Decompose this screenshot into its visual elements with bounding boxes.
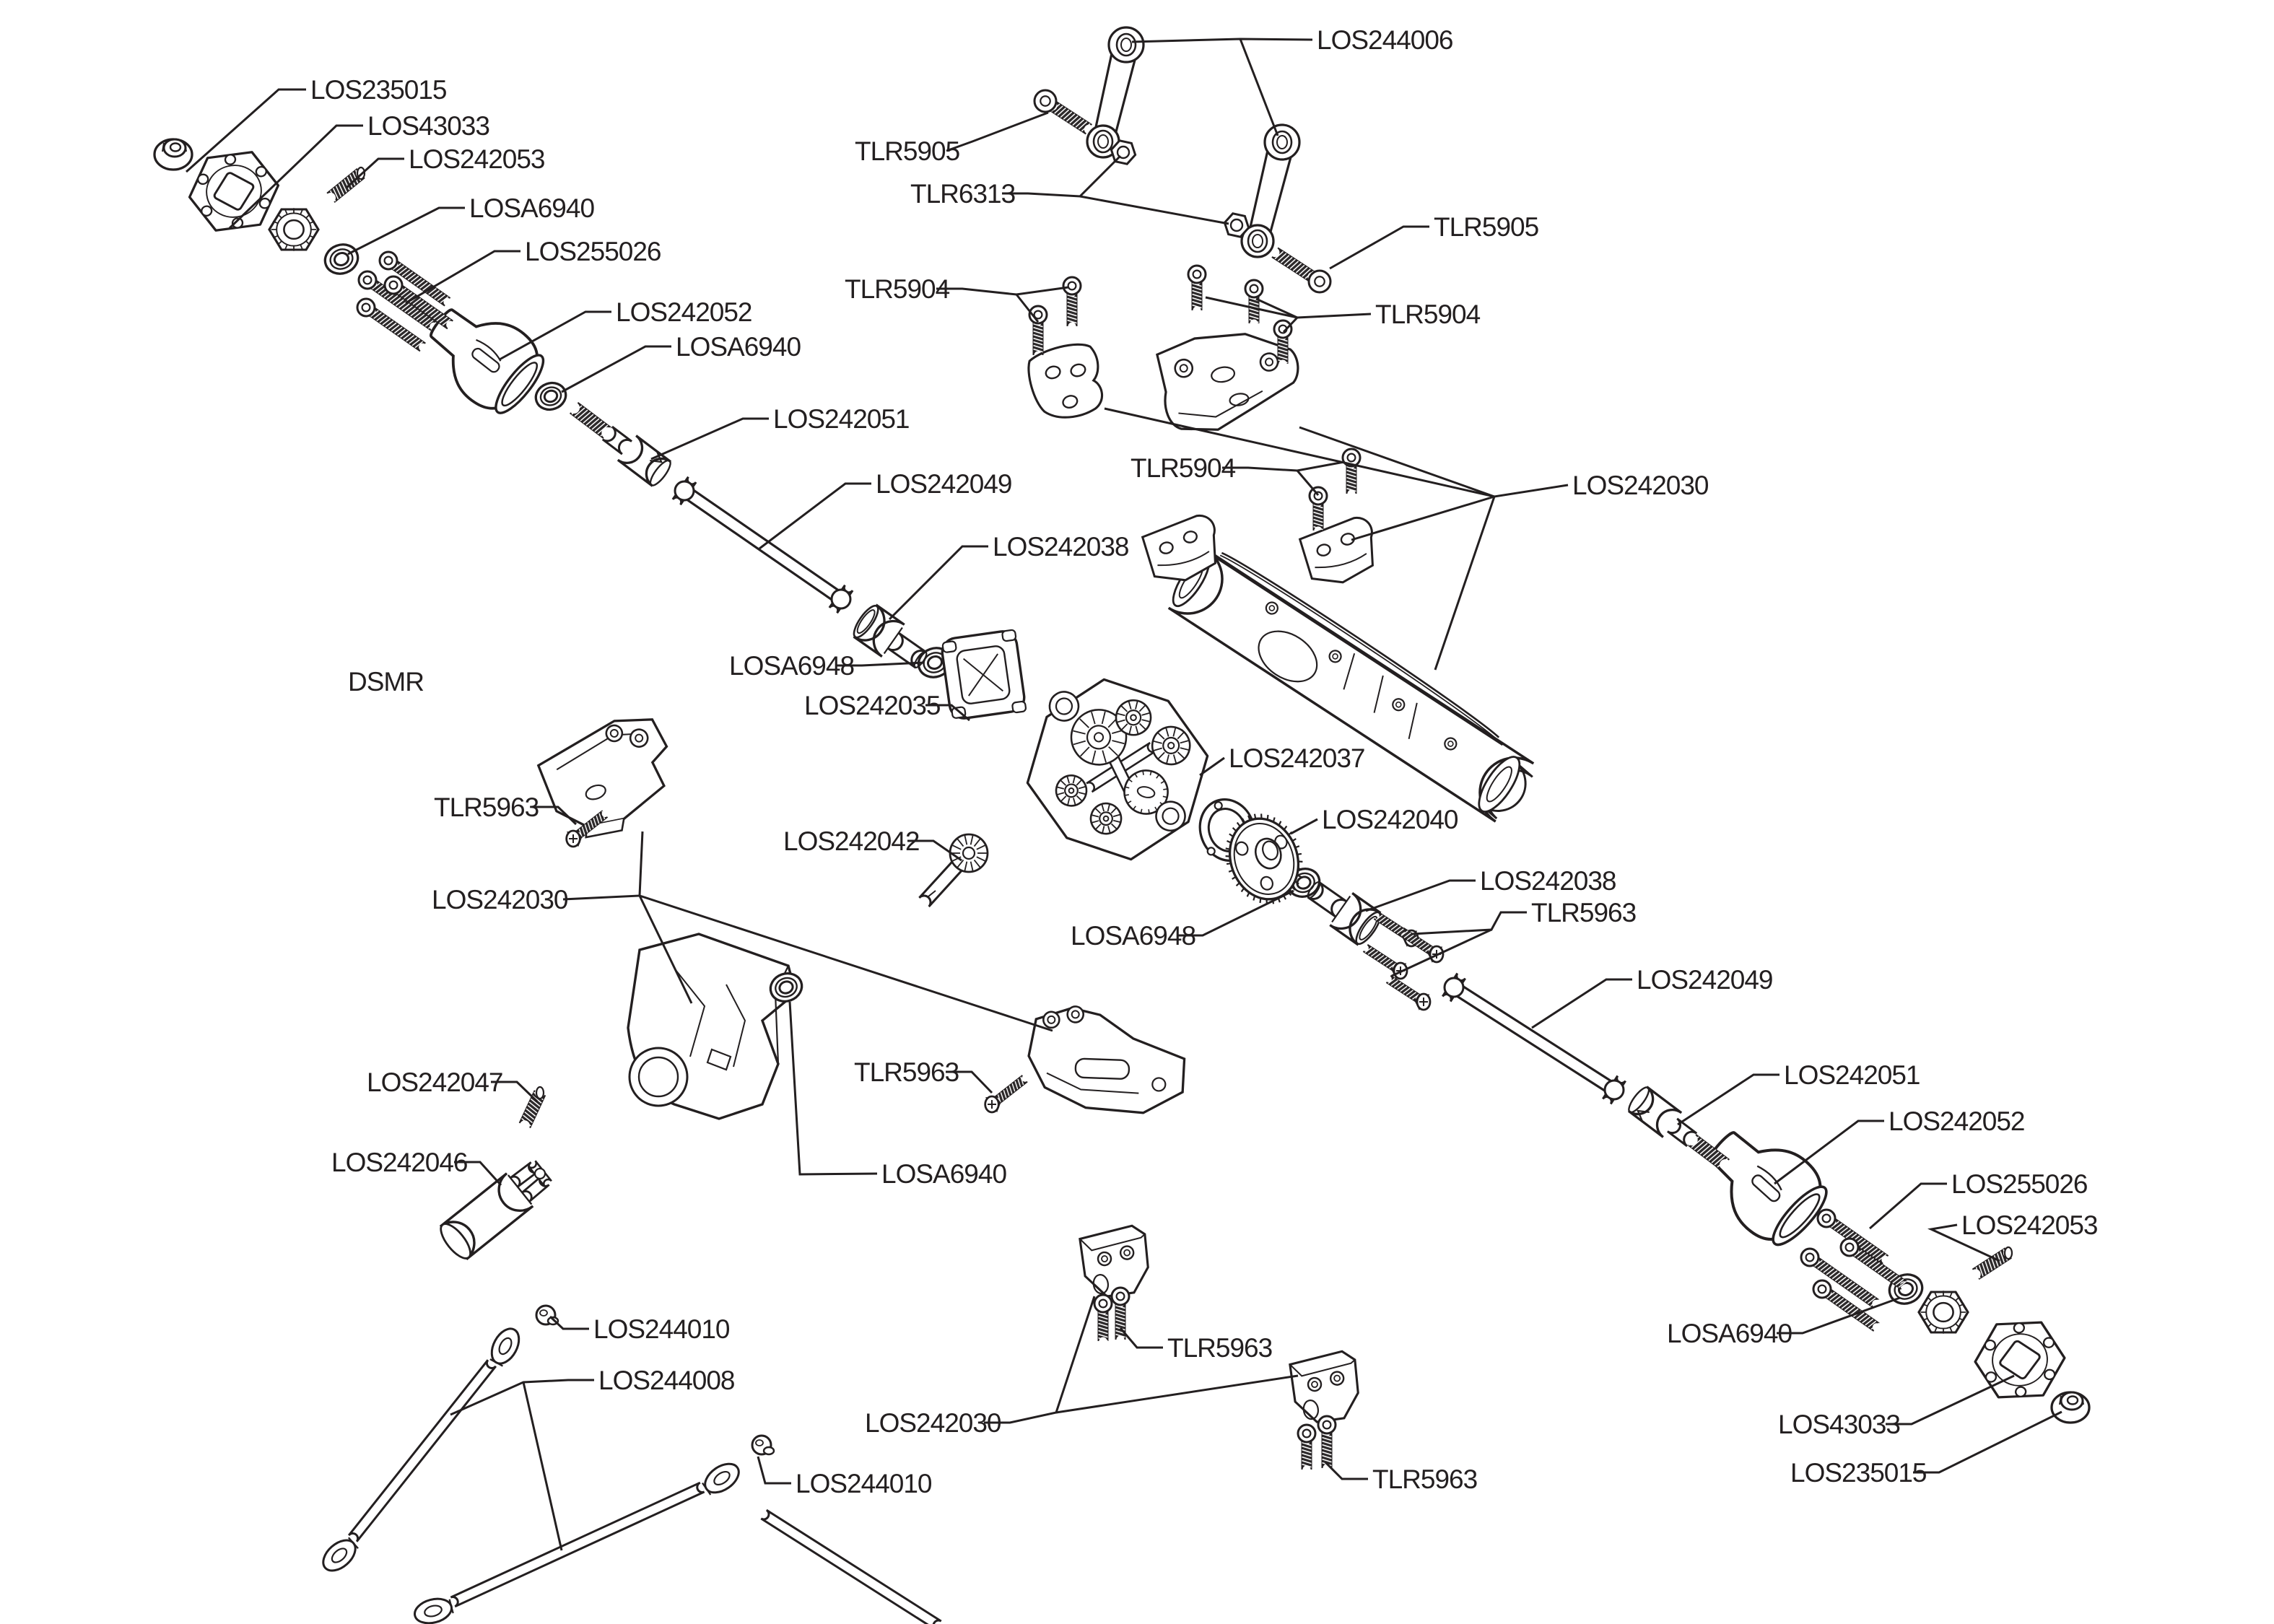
axle-truss-part [1023, 1001, 1193, 1121]
part-number-label: LOS255026 [1951, 1169, 2088, 1199]
leader-line [1678, 1075, 1779, 1125]
link-rod-lower-part [412, 1458, 744, 1624]
part-number-label: TLR5904 [1131, 453, 1236, 483]
shoulder-screw-part [1034, 90, 1092, 134]
part-number-label: LOS242049 [1637, 965, 1773, 995]
pivot-ball-2-part [752, 1436, 774, 1454]
axle-housing-shape [1164, 539, 1546, 826]
diff-cover-housing-part [628, 934, 796, 1119]
part-number-label: LOS242042 [783, 826, 920, 856]
leader-line [651, 419, 769, 459]
parts-layer [154, 27, 2089, 1624]
leader-line [1080, 196, 1229, 224]
leader-line [1913, 1412, 2062, 1472]
diff-internals-part [1016, 668, 1219, 871]
part-number-label: TLR5963 [1531, 898, 1637, 927]
leader-line [1132, 39, 1312, 42]
part-number-label: TLR5904 [845, 274, 950, 304]
leader-line [1532, 979, 1632, 1028]
part-number-label: LOS242040 [1322, 805, 1458, 834]
part-number-label: LOS244006 [1317, 25, 1453, 55]
leader-line [1291, 819, 1317, 834]
leader-line [562, 346, 671, 392]
part-number-label: LOS242053 [409, 144, 545, 174]
part-number-label: TLR5963 [1167, 1333, 1273, 1363]
part-number-label: LOS235015 [310, 75, 447, 105]
part-number-label: LOS242052 [616, 297, 752, 327]
leader-line [984, 1296, 1094, 1423]
part-number-label: LOS244010 [593, 1314, 730, 1344]
part-number-label: LOS43033 [1778, 1410, 1900, 1439]
part-number-label: LOSA6948 [729, 651, 855, 681]
shoulder-screw-part [1272, 248, 1330, 292]
part-number-label: LOS242038 [993, 532, 1129, 562]
part-number-label: LOS242053 [1961, 1210, 2098, 1240]
part-number-label: LOS244010 [796, 1469, 932, 1498]
dogbone-right-part [1442, 973, 1625, 1104]
part-number-label: LOS242049 [876, 469, 1012, 499]
leader-line [1351, 497, 1494, 540]
leader-line [1435, 497, 1494, 670]
link-arm-left-part [1087, 27, 1143, 157]
leader-line [1240, 39, 1278, 136]
part-number-label: TLR5963 [434, 793, 539, 822]
link-rod-upper-part [318, 1324, 525, 1577]
flange-nut-shape [2052, 1392, 2089, 1423]
link-rod-partial-part [761, 1510, 941, 1624]
part-number-label: LOS235015 [1790, 1458, 1927, 1488]
part-number-label: LOS242047 [367, 1068, 503, 1097]
part-number-label: LOS242051 [1784, 1060, 1920, 1090]
part-number-label: LOS242030 [432, 885, 568, 914]
upper-link-mount-part [533, 707, 688, 850]
setscrew-left-part [327, 167, 365, 202]
shock-bracket-center-part [1155, 322, 1307, 438]
part-number-label: TLR5905 [855, 136, 960, 166]
link-mount-shape [533, 707, 688, 850]
pivot-bracket-lower-part [1289, 1350, 1363, 1425]
flange-nut-right-part [2052, 1392, 2089, 1423]
part-number-label: LOSA6940 [881, 1159, 1007, 1189]
part-number-label: LOS242030 [865, 1408, 1001, 1438]
wheel-hex-left-part [269, 208, 318, 250]
stub-axle-left-part [565, 396, 674, 488]
diff-internals-shape [1016, 668, 1219, 871]
leader-line [1412, 912, 1527, 934]
rod-eyelet [318, 1534, 361, 1576]
capscrew-part [1063, 277, 1081, 326]
part-number-label: LOS242046 [331, 1148, 468, 1177]
hub-shape [1690, 1111, 1839, 1257]
leader-line [1870, 1184, 1947, 1228]
part-number-label: LOSA6940 [676, 332, 801, 362]
capscrew-part [1188, 266, 1206, 310]
flange-nut-left-part [154, 139, 192, 170]
flathead-screw-part [1386, 976, 1430, 1010]
part-number-label: LOSA6940 [469, 193, 595, 223]
pivot-bracket-shape [1289, 1350, 1363, 1425]
part-number-label: LOS255026 [525, 237, 661, 266]
part-number-label: LOS242030 [1572, 471, 1709, 500]
bearing-1-part [321, 240, 362, 279]
part-number-label: LOSA6948 [1071, 921, 1196, 951]
part-number-label: LOS242052 [1889, 1106, 2025, 1136]
rod-eyelet [412, 1595, 454, 1624]
link-bracket-right-part [1298, 515, 1382, 590]
small-bracket-shape [1298, 515, 1382, 590]
capscrew-part [1343, 449, 1360, 494]
capscrew-part [1094, 1295, 1112, 1341]
part-number-label: LOS244008 [598, 1366, 735, 1395]
leader-line [1222, 462, 1344, 471]
bearing-rings [321, 240, 362, 279]
capscrew-part [1298, 1425, 1315, 1470]
part-number-label: TLR6313 [910, 179, 1016, 209]
link-arm-right-part [1242, 125, 1299, 257]
tower-bracket-shape [1155, 322, 1307, 438]
leader-line [406, 251, 520, 303]
bearing-rings [532, 379, 570, 414]
truss-shape [1023, 1001, 1193, 1121]
flange-nut-shape [154, 139, 192, 170]
part-number-label: LOS242035 [804, 691, 941, 720]
part-number-label: TLR5963 [1372, 1464, 1478, 1494]
leader-line [790, 1002, 877, 1174]
part-number-label: TLR5904 [1375, 300, 1481, 329]
wheel-hex-shape [269, 208, 318, 250]
leader-line [1256, 299, 1297, 318]
hex-plate-right-part [1969, 1314, 2070, 1406]
leader-line [758, 1457, 791, 1483]
part-number-label: LOSA6940 [1667, 1319, 1792, 1348]
axle-housing-part [1164, 539, 1546, 826]
leader-line [1120, 1328, 1163, 1348]
leader-line [348, 208, 465, 254]
rod-eyelet [487, 1324, 525, 1368]
leader-line [946, 113, 1048, 151]
leader-line [1297, 471, 1318, 495]
wheel-hex-right-part [1919, 1291, 1968, 1333]
capscrew-part [1318, 1416, 1336, 1468]
wheel-hex-shape [1919, 1291, 1968, 1333]
pinion-gear-part [919, 834, 988, 907]
flathead-screw-part [985, 1075, 1027, 1112]
part-number-label: LOS242051 [773, 404, 910, 434]
part-number-label: TLR5963 [854, 1057, 959, 1087]
part-number-label: LOS43033 [367, 111, 489, 141]
small-bracket-shape [1141, 512, 1225, 588]
leader-line [759, 484, 871, 549]
bearing-2-part [532, 379, 570, 414]
part-number-label: LOS242038 [1480, 866, 1616, 896]
flathead-screw-part [1363, 945, 1407, 979]
leader-line [936, 287, 1068, 294]
leader-line [523, 1382, 562, 1550]
leader-line [1002, 156, 1120, 196]
diff-cover-shape [628, 934, 796, 1119]
part-number-label: LOS242037 [1229, 743, 1365, 773]
pinion-head [950, 834, 988, 872]
leader-line [1330, 227, 1429, 269]
leader-line [1366, 881, 1476, 911]
hex-plate-shape [1969, 1314, 2070, 1406]
rod-eyelet [700, 1458, 744, 1498]
part-number-label: TLR5905 [1434, 212, 1539, 242]
capscrew-part [1112, 1288, 1129, 1340]
hub-carrier-right-part [1690, 1111, 1839, 1257]
setscrew-driveshaft-part [520, 1087, 546, 1128]
diagram-note: DSMR [348, 667, 424, 697]
link-bracket-left-part [1141, 512, 1225, 588]
leader-line [1299, 427, 1494, 497]
leader-line [889, 546, 988, 619]
leader-line [1056, 1376, 1298, 1413]
stub-axle-shape [565, 396, 674, 488]
